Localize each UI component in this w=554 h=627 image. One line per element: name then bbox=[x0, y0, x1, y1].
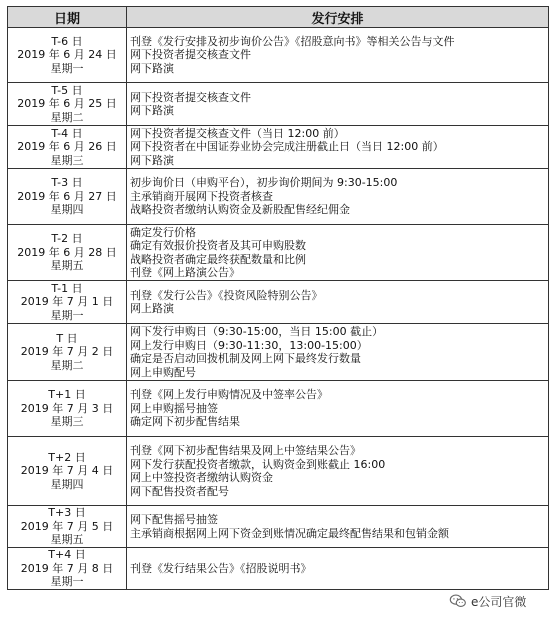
arrangement-cell bbox=[127, 169, 549, 225]
day-label: T-5 日 bbox=[51, 83, 83, 97]
day-label: T-6 日 bbox=[51, 34, 83, 48]
day-label: T+3 日 bbox=[48, 506, 86, 520]
schedule-table-container bbox=[7, 6, 548, 590]
header-date: 日期 bbox=[8, 7, 127, 28]
day-label: T-2 日 bbox=[51, 232, 83, 246]
table-row bbox=[8, 506, 549, 548]
arrangement-item: 确定有效报价投资者及其可申购股数 bbox=[130, 239, 306, 252]
calendar-date: 2019 年 6 月 25 日 bbox=[17, 97, 117, 111]
arrangement-item: 初步询价日（申购平台），初步询价期间为 9:30-15:00 bbox=[130, 176, 398, 190]
date-cell bbox=[8, 225, 127, 281]
day-label: T+4 日 bbox=[48, 548, 86, 562]
arrangement-item: 网下发行申购日（9:30-15:00，当日 15:00 截止） bbox=[130, 325, 384, 338]
table-row bbox=[8, 548, 549, 590]
arrangement-item: 刊登《发行安排及初步询价公告》《招股意向书》等相关公告与文件 bbox=[130, 34, 455, 48]
arrangement-item: 网下配售摇号抽签 bbox=[130, 513, 218, 526]
arrangement-item: 刊登《发行结果公告》《招股说明书》 bbox=[130, 561, 312, 575]
arrangement-item: 战略投资者缴纳认购资金及新股配售经纪佣金 bbox=[130, 203, 350, 217]
arrangement-cell bbox=[127, 28, 549, 83]
arrangement-item: 网下路演 bbox=[130, 153, 174, 167]
day-label: T+2 日 bbox=[48, 450, 86, 464]
table-row bbox=[8, 281, 549, 324]
table-row bbox=[8, 324, 549, 381]
calendar-date: 2019 年 7 月 3 日 bbox=[20, 401, 114, 415]
table-row bbox=[8, 83, 549, 126]
arrangement-cell bbox=[127, 83, 549, 126]
table-row bbox=[8, 28, 549, 83]
table-header-row bbox=[8, 7, 549, 28]
arrangement-item: 网下路演 bbox=[130, 104, 174, 117]
arrangement-cell bbox=[127, 324, 549, 381]
calendar-date: 2019 年 7 月 4 日 bbox=[20, 464, 114, 478]
arrangement-item: 确定网下初步配售结果 bbox=[130, 415, 240, 429]
arrangement-item: 网下发行获配投资者缴款，认购资金到账截止 16:00 bbox=[130, 457, 386, 471]
day-label: T+1 日 bbox=[48, 388, 86, 402]
arrangement-item: 战略投资者确定最终获配数量和比例 bbox=[130, 252, 306, 266]
date-cell bbox=[8, 506, 127, 548]
date-cell bbox=[8, 548, 127, 590]
arrangement-item: 主承销商开展网下投资者核查 bbox=[130, 189, 273, 203]
date-cell bbox=[8, 169, 127, 225]
weekday: 星期三 bbox=[50, 415, 84, 429]
calendar-date: 2019 年 7 月 5 日 bbox=[20, 519, 114, 533]
calendar-date: 2019 年 6 月 26 日 bbox=[17, 140, 117, 154]
table-row bbox=[8, 437, 549, 506]
arrangement-cell bbox=[127, 225, 549, 281]
watermark-text: e公司官微 bbox=[471, 594, 527, 609]
calendar-date: 2019 年 7 月 2 日 bbox=[20, 345, 114, 359]
arrangement-cell bbox=[127, 381, 549, 437]
day-label: T-4 日 bbox=[51, 126, 83, 140]
arrangement-cell bbox=[127, 126, 549, 169]
calendar-date: 2019 年 6 月 24 日 bbox=[17, 48, 117, 62]
arrangement-item: 网下投资者提交核查文件 bbox=[130, 90, 251, 104]
calendar-date: 2019 年 6 月 28 日 bbox=[17, 245, 117, 259]
arrangement-item: 网下投资者在中国证券业协会完成注册截止日（当日 12:00 前） bbox=[130, 140, 444, 154]
date-cell bbox=[8, 381, 127, 437]
arrangement-item: 刊登《发行公告》《投资风险特别公告》 bbox=[130, 288, 323, 302]
arrangement-item: 主承销商根据网上网下资金到账情况确定最终配售结果和包销金额 bbox=[130, 526, 449, 540]
table-row bbox=[8, 126, 549, 169]
arrangement-item: 刊登《网上发行申购情况及中签率公告》 bbox=[130, 388, 328, 402]
date-cell bbox=[8, 324, 127, 381]
day-label: T 日 bbox=[56, 331, 78, 345]
day-label: T-3 日 bbox=[51, 176, 83, 190]
arrangement-cell bbox=[127, 506, 549, 548]
issuance-schedule-table bbox=[7, 6, 549, 590]
wechat-icon bbox=[449, 594, 467, 608]
date-cell bbox=[8, 126, 127, 169]
arrangement-item: 网下投资者提交核查文件（当日 12:00 前） bbox=[130, 126, 345, 140]
watermark bbox=[446, 591, 529, 611]
arrangement-item: 网下路演 bbox=[130, 61, 174, 75]
calendar-date: 2019 年 7 月 8 日 bbox=[20, 561, 114, 575]
arrangement-item: 网上申购配号 bbox=[130, 365, 196, 379]
weekday: 星期三 bbox=[50, 153, 84, 167]
table-body bbox=[8, 28, 549, 590]
arrangement-item: 网上申购摇号抽签 bbox=[130, 401, 218, 415]
arrangement-cell bbox=[127, 437, 549, 506]
weekday: 星期一 bbox=[50, 308, 84, 322]
table-row bbox=[8, 225, 549, 281]
weekday: 星期一 bbox=[50, 61, 84, 75]
arrangement-item: 网上路演 bbox=[130, 302, 174, 315]
arrangement-item: 网下配售投资者配号 bbox=[130, 484, 229, 498]
date-cell bbox=[8, 281, 127, 324]
table-row bbox=[8, 169, 549, 225]
weekday: 星期五 bbox=[50, 259, 84, 273]
date-cell bbox=[8, 28, 127, 83]
arrangement-cell bbox=[127, 281, 549, 324]
arrangement-item: 网上发行申购日（9:30-11:30，13:00-15:00） bbox=[130, 338, 368, 352]
weekday: 星期四 bbox=[50, 477, 84, 491]
header-arrangement: 发行安排 bbox=[127, 7, 549, 28]
table-row bbox=[8, 381, 549, 437]
day-label: T-1 日 bbox=[51, 281, 83, 295]
date-cell bbox=[8, 437, 127, 506]
arrangement-cell bbox=[127, 548, 549, 590]
arrangement-item: 确定是否启动回拨机制及网上网下最终发行数量 bbox=[130, 352, 361, 365]
weekday: 星期二 bbox=[50, 358, 84, 372]
calendar-date: 2019 年 7 月 1 日 bbox=[20, 295, 114, 309]
arrangement-item: 刊登《网上路演公告》 bbox=[130, 266, 240, 279]
arrangement-item: 确定发行价格 bbox=[130, 225, 196, 239]
weekday: 星期五 bbox=[50, 533, 84, 547]
arrangement-item: 网上中签投资者缴纳认购资金 bbox=[130, 471, 273, 484]
weekday: 星期一 bbox=[50, 575, 84, 589]
date-cell bbox=[8, 83, 127, 126]
arrangement-item: 刊登《网下初步配售结果及网上中签结果公告》 bbox=[130, 444, 361, 457]
weekday: 星期二 bbox=[50, 110, 84, 124]
arrangement-item: 网下投资者提交核查文件 bbox=[130, 48, 251, 62]
weekday: 星期四 bbox=[50, 203, 84, 217]
calendar-date: 2019 年 6 月 27 日 bbox=[17, 189, 117, 203]
